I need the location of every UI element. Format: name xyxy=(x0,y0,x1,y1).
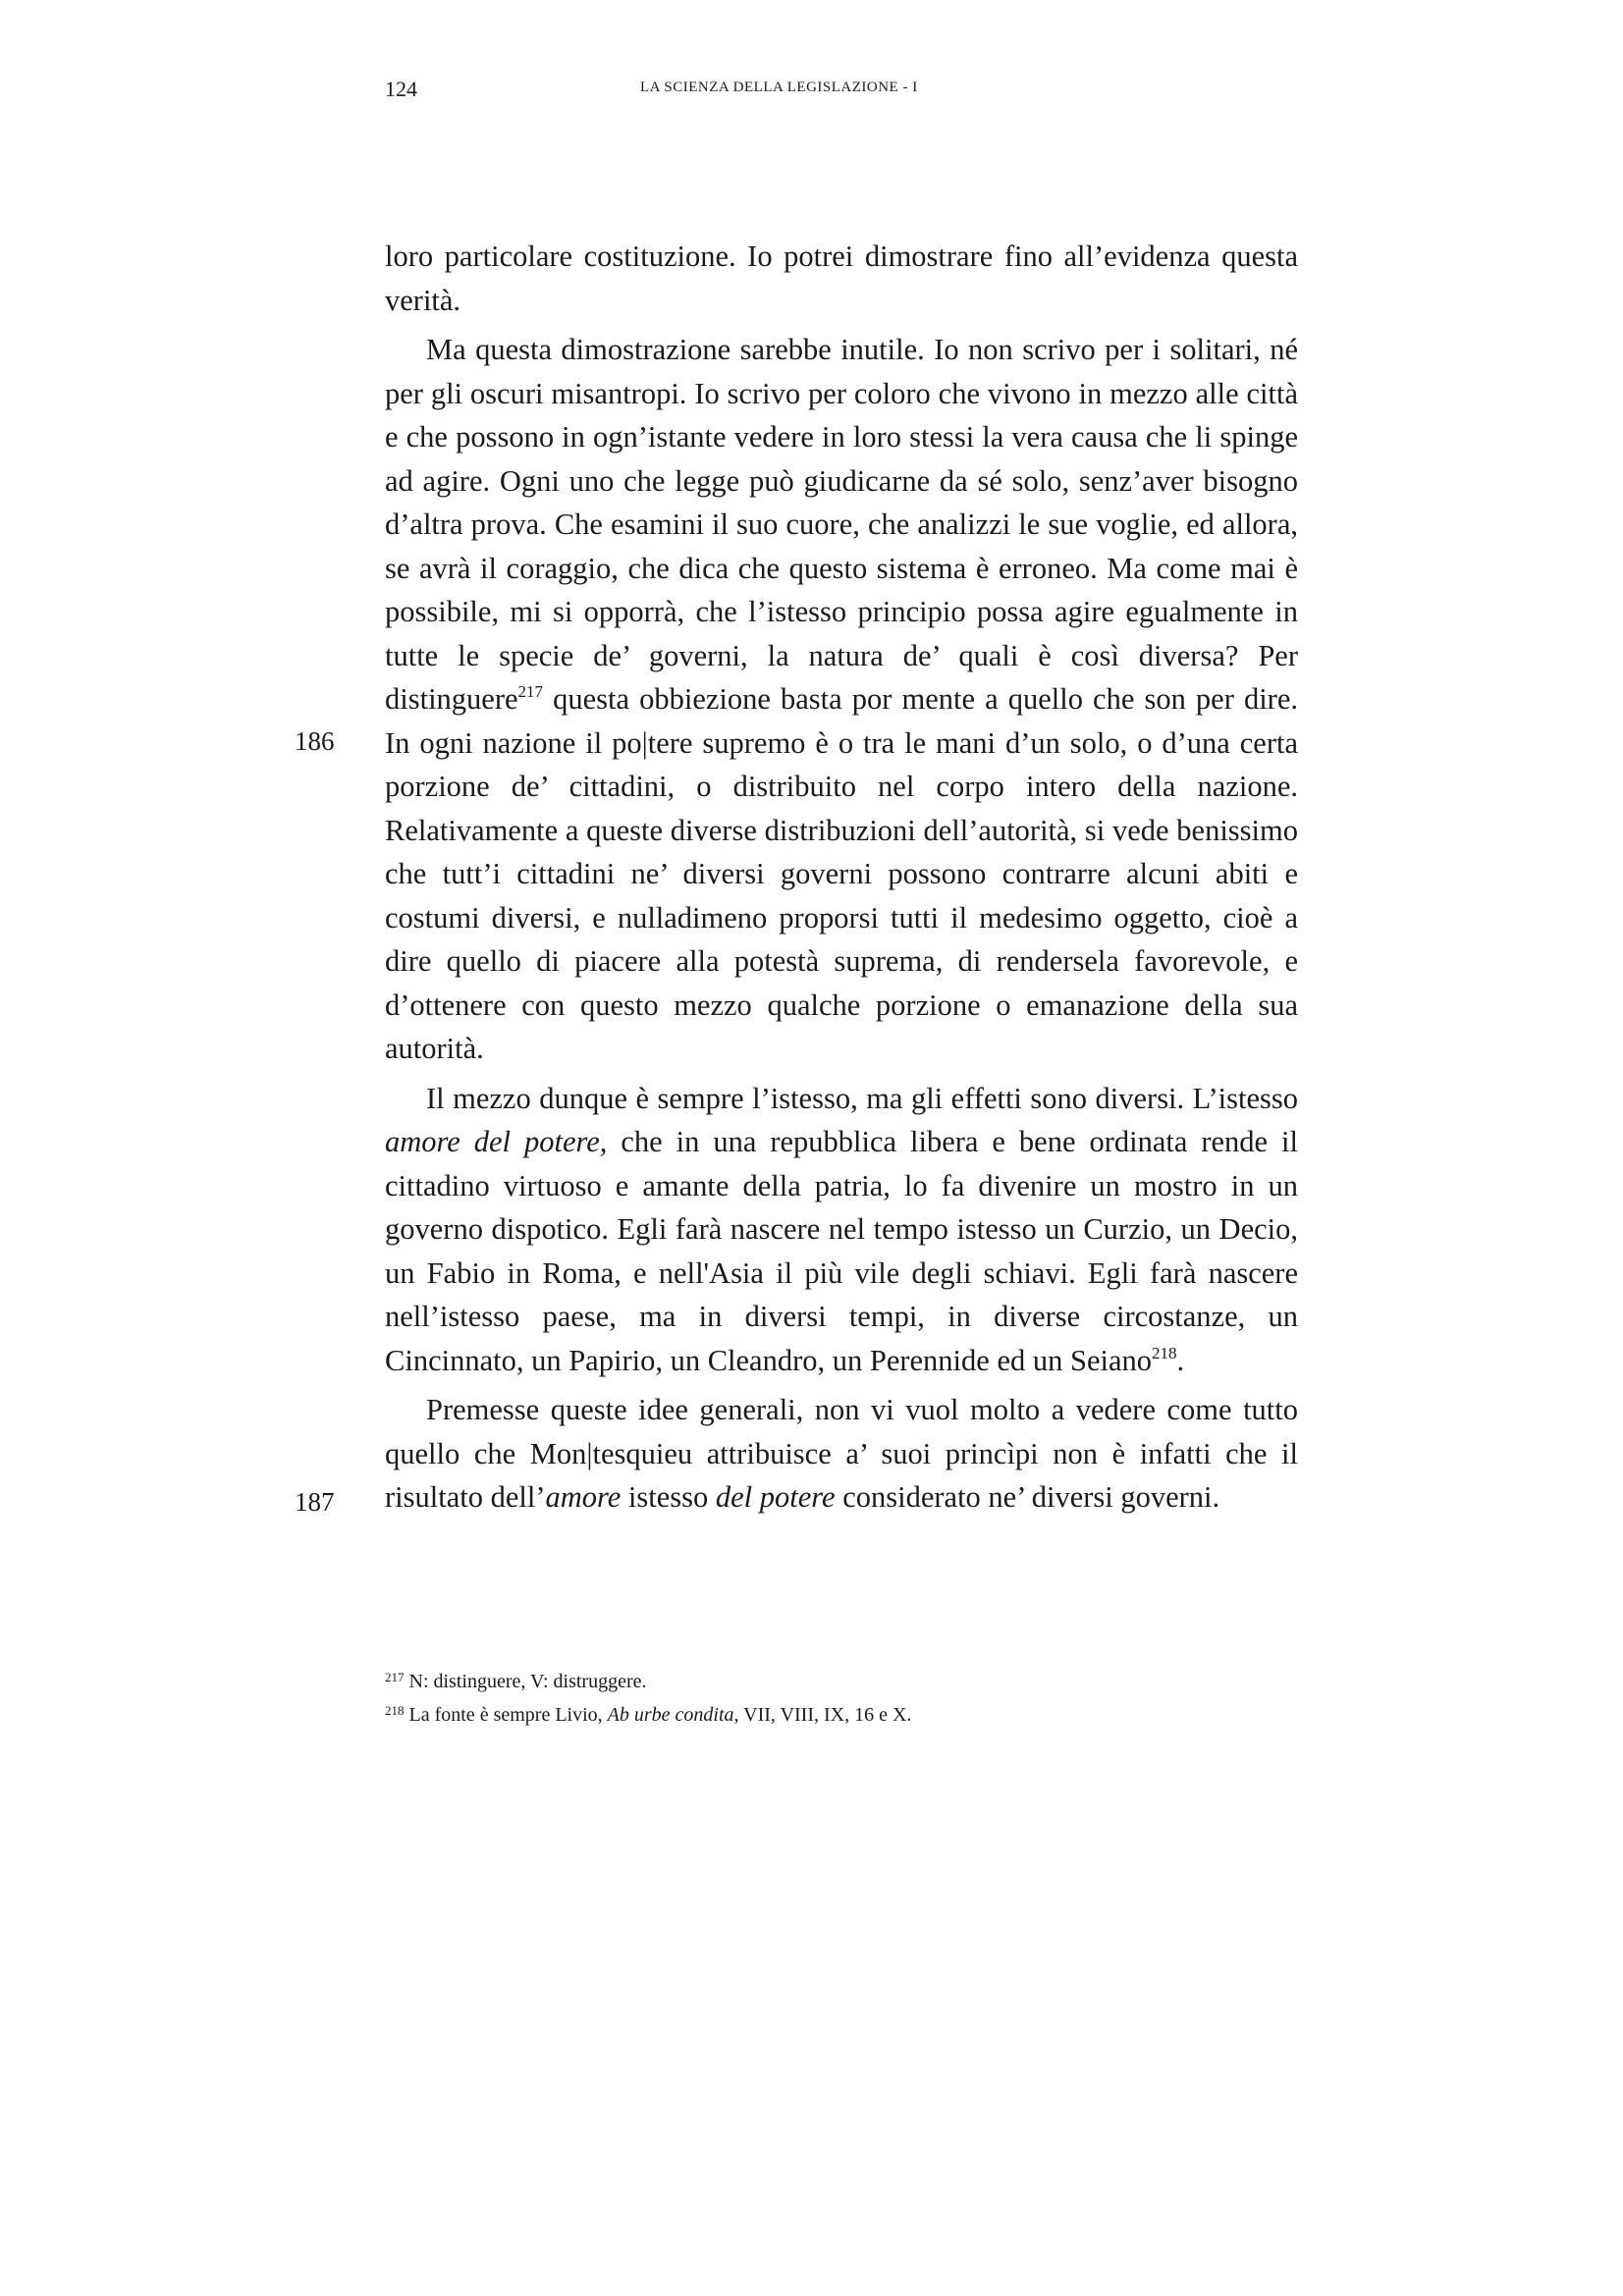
italic-phrase: amore del potere, xyxy=(385,1125,608,1158)
paragraph: Il mezzo dunque è sempre l’istesso, ma gli effetti sono diversi. L’istesso amore del potere, che in una repubblica libera e bene ordinata rende il cittadino virtuoso e amante della patria, lo fa divenire un mostro in un governo dispotico. Egli farà nascere nel tempo istesso un Curzio, un Decio, un Fabio in Roma, e nell'Asia il più vile degli schiavi. Egli farà nascere nell’istesso paese, ma in diversi tempi, in diverse circostanze, un Cincinnato, un Papirio, un Cleandro, un Perennide ed un Seiano$^{218}$. xyxy=(385,1081,1298,1377)
footnote-218: $^{218}$ La fonte è sempre Livio, Ab urbe condita, VII, VIII, IX, 16 e X. xyxy=(385,1703,912,1726)
italic-phrase: del potere xyxy=(715,1480,836,1514)
italic-phrase: amore xyxy=(545,1480,622,1514)
paragraph: loro particolare costituzione. Io potrei dimostrare fino all’evidenza questa verità. xyxy=(385,240,1298,317)
footnote-217: $^{217}$ N: distinguere, V: distruggere. xyxy=(385,1670,647,1692)
running-title: LA SCIENZA DELLA LEGISLAZIONE - I xyxy=(640,80,918,95)
running-header xyxy=(385,77,1298,106)
body-text xyxy=(385,235,1298,1525)
footnote-mark: 218 xyxy=(385,1703,405,1718)
italic-title: Ab urbe condita xyxy=(607,1704,734,1726)
margin-page-ref-187: 187 xyxy=(295,1487,335,1517)
footnote-ref-218: 218 xyxy=(1152,1343,1177,1362)
footnote-mark: 217 xyxy=(385,1670,405,1684)
footnote-ref-217: 217 xyxy=(517,682,544,701)
margin-page-ref-186: 186 xyxy=(295,726,335,756)
footnotes xyxy=(385,1665,1298,1732)
page-number: 124 xyxy=(385,77,417,101)
paragraph: Ma questa dimostrazione sarebbe inutile. Io non scrivo per i solitari, né per gli oscuri misantropi. Io scrivo per coloro che vivono in mezzo alle città e che possono in ogn’istante vedere in loro stessi la vera causa che li spinge ad agire. Ogni uno che legge può giudicarne da sé solo, senz’aver bisogno d’altra prova. Che esamini il suo cuore, che analizzi le sue voglie, ed allora, se avrà il coraggio, che dica che questo sistema è erroneo. Ma come mai è possibile, mi si opporrà, che l’istesso principio possa agire egualmente in tutte le specie de’ governi, la natura de’ quali è così diversa? Per distinguere$^{217}$ questa obbiezione basta por mente a quello che son per dire. In ogni nazione il po|tere supremo è o tra le mani d’un solo, o d’una certa porzione de’ cittadini, o distribuito nel corpo intero della nazione. Relativamente a queste diverse distribuzioni dell’autorità, si vede benissimo che tutt’i cittadini ne’ diversi governi possono contrarre alcuni abiti e costumi diversi, e nulladimeno proporsi tutti il medesimo oggetto, cioè a dire quello di piacere alla potestà suprema, di rendersela favorevole, e d’ottenere con questo mezzo qualche porzione o emanazione della sua autorità. xyxy=(385,333,1298,1065)
paragraph: Premesse queste idee generali, non vi vuol molto a vedere come tutto quello che Mon|tesquieu attribuisce a’ suoi princìpi non è infatti che il risultato dell’amore istesso del potere considerato ne’ diversi governi. xyxy=(385,1393,1298,1514)
